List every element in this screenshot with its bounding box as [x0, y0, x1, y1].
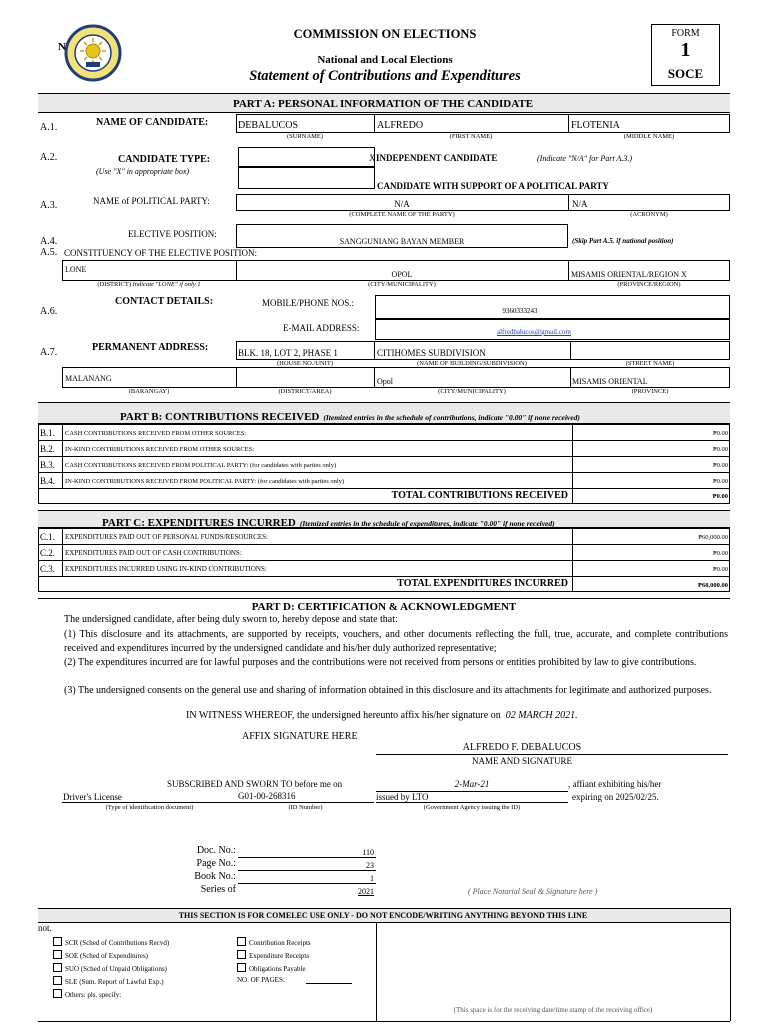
email-field[interactable]: alfredbalucos@gmail.com	[497, 328, 571, 336]
checkbox-icon	[53, 989, 62, 998]
check-sle[interactable]: SLE (Sum. Report of Lawful Exp.)	[53, 976, 164, 986]
constituency-city-field[interactable]: OPOL	[391, 270, 413, 279]
b3-amount[interactable]: ₱0.00	[713, 462, 728, 469]
first-name-field[interactable]: ALFREDO	[377, 120, 424, 131]
page-number[interactable]: 23	[366, 861, 374, 870]
independent-checkbox[interactable]	[238, 147, 375, 167]
checkbox-icon	[237, 963, 246, 972]
with-party-checkbox[interactable]	[238, 167, 375, 189]
check-soe[interactable]: SOE (Sched of Expenditures)	[53, 950, 148, 960]
c3-amount[interactable]: ₱0.00	[713, 566, 728, 573]
b1-amount[interactable]: ₱0.00	[713, 430, 728, 437]
c1-amount[interactable]: ₱60,000.00	[698, 534, 728, 541]
check-suo[interactable]: SUO (Sched of Unpaid Obligations)	[53, 963, 167, 973]
subscribed-date[interactable]: 2-Mar-21	[454, 779, 490, 789]
b4-amount[interactable]: ₱0.00	[713, 478, 728, 485]
c2-amount[interactable]: ₱0.00	[713, 550, 728, 557]
acronym-field[interactable]: N/A	[572, 199, 588, 209]
form-number-box: FORM 1 SOCE	[651, 24, 720, 86]
series-year[interactable]: 2021	[358, 887, 374, 896]
checkbox-icon	[53, 937, 62, 946]
part-d-title: PART D: CERTIFICATION & ACKNOWLEDGMENT	[251, 601, 517, 613]
comelec-seal	[64, 24, 122, 82]
district-field[interactable]: LONE	[65, 265, 87, 274]
check-expenditure-receipts[interactable]: Expenditure Receipts	[237, 950, 309, 960]
book-number[interactable]: 1	[370, 874, 374, 883]
checkbox-icon	[53, 950, 62, 959]
surname-field[interactable]: DEBALUCOS	[238, 120, 299, 131]
building-field[interactable]: CITIHOMES SUBDIVISION	[377, 348, 486, 358]
expiring-date[interactable]: expiring on 2025/02/25.	[572, 792, 659, 802]
id-type[interactable]: Driver's License	[63, 792, 122, 802]
house-field[interactable]: BLK. 18, LOT 2, PHASE 1	[238, 348, 338, 358]
b2-amount[interactable]: ₱0.00	[713, 446, 728, 453]
position-field[interactable]: SANGGUNIANG BAYAN MEMBER	[339, 237, 465, 246]
name-candidate-box	[236, 114, 730, 133]
checkbox-icon	[237, 950, 246, 959]
mobile-field[interactable]: 9360333243	[502, 307, 538, 315]
check-obligations-payable[interactable]: Obligations Payable	[237, 963, 306, 973]
check-contribution-receipts[interactable]: Contribution Receipts	[237, 937, 311, 947]
total-expenditures[interactable]: ₱60,000.00	[698, 582, 728, 589]
issued-by[interactable]: issued by LTO	[376, 792, 429, 802]
doc-number[interactable]: 110	[362, 848, 374, 857]
middle-name-field[interactable]: FLOTENIA	[571, 120, 620, 131]
comelec-use-header: THIS SECTION IS FOR COMELEC USE ONLY - DO NOT ENCODE/WRITING ANYTHING BEYOND THIS LINE	[38, 908, 730, 923]
party-field[interactable]: N/A	[394, 199, 410, 209]
signatory-name[interactable]: ALFREDO F. DEBALUCOS	[462, 742, 582, 753]
constituency-province-field[interactable]: MISAMIS ORIENTAL/REGION X	[571, 270, 687, 279]
address-city-field[interactable]: Opol	[377, 377, 393, 386]
soce-form-page: N COMMISSION ON ELECTIONS National and Local Elections Statement of Contributions and Expenditures FORM 1 SOCE PART A: PERSONAL INFORMATION OF THE CANDIDATE A.1. NAME OF CANDIDATE: DEBALUCOS ALFREDO FLOTENIA (SURNAME) (FIRST NAME) (MIDDLE NAME) A.2. CANDIDATE TYPE: (Use "X" in appropriate box) X INDEPENDENT CANDIDATE (Indicate "N/A" for Part A.3.) CANDIDATE WITH SUPPORT OF A POLITICAL PARTY A.3. NAME of POLITICAL PARTY: N/A N/A (COMPLETE NAME OF THE PARTY) (ACRONYM) A.4. ELECTIVE POSITION: SANGGUNIANG BAYAN MEMBER (Skip Part A.5. if national position) A.5. CONSTITUENCY OF THE ELECTIVE POSITION: LONE OPOL MISAMIS ORIENTAL/REGION X (DISTRICT) Indicate "LONE" if only 1 (CITY/MUNICIPALITY) (PROVINCE/REGION) A.6. CONTACT DETAILS: MOBILE/PHONE NOS.: 9360333243 E-MAIL ADDRESS: alfredbalucos@gmail.com A.7. PERMANENT ADDRESS: BLK. 18, LOT 2, PHASE 1 CITIHOMES SUBDIVISION (HOUSE NO./UNIT) (NAME OF BUILDING/SUBDIVISION) (STREET NAME) MALANANG Opol MISAMIS ORIENTAL (BARANGAY) (DISTRICT/AREA) (CITY/MUNICIPALITY) (PROVINCE) PART B: CONTRIBUTIONS RECEIVED (Itemized entries in the schedule of contributions, indicate "0.00" if none received) B.1. CASH CONTRIBUTIONS RECEIVED FROM OTHER SOURCES: ₱0.00 B.2. IN-KIND CONTRIBUTIONS RECEIVED FROM OTHER SOURCES: ₱0.00 B.3. CASH CONTRIBUTIONS RECEIVED FROM POLITICAL PARTY: (for candidates with parties only) ₱0.00 B.4. IN-KIND CONTRIBUTIONS RECEIVED FROM POLITICAL PARTY: (for candidates with parties only) ₱0.00 TOTAL CONTRIBUTIONS RECEIVED ₱0.00 PART C: EXPENDITURES INCURRED (Itemized entries in the schedule of expenditures, indicate "0.00" if none received) C.1. EXPENDITURES PAID OUT OF PERSONAL FUNDS/RESOURCES: ₱60,000.00 C.2. EXPENDITURES PAID OUT OF CASH CONTRIBUTIONS: ₱0.00 C.3. EXPENDITURES INCURRED USING IN-KIND CONTRIBUTIONS: ₱0.00 TOTAL EXPENDITURES INCURRED ₱60,000.00 PART D: CERTIFICATION & ACKNOWLEDGMENT The undersigned candidate, after being duly sworn to, hereby depose and state that: (1) This disclosure and its attachments, are supported by receipts, vouchers, and other documents reflecting the full, true, accurate, and complete contributions received and expenditures incurred by the undersigned candidate and his/her duly authorized representative; (2) The expenditures incurred are for lawful purposes and the contributions were not received from persons or entities prohibited by law to give contributions. (3) The undersigned consents on the general use and sharing of information obtained in this disclosure and its attachments for legitimate and authorized purposes. IN WITNESS WHEREOF, the undersigned hereunto affix his/her signature on 02 MARCH 2021. AFFIX SIGNATURE HERE ALFREDO F. DEBALUCOS NAME AND SIGNATURE SUBSCRIBED AND SWORN TO before me on 2-Mar-21 , affiant exhibiting his/her Driver's License G01-00-268316 issued by LTO expiring on 2025/02/25. (Type of identification document) (ID Number) (Government Agency issuing the ID) Doc. No.: 110 Page No.: 23 Book No.: 1 Series of 2021 ( Place Notarial Seal & Signature here ) THIS SECTION IS FOR COMELEC USE ONLY - DO NOT ENCODE/WRITING ANYTHING BEYOND THIS LINE not. SCR (Sched of Contributions Recvd) SOE (Sched of Expenditures) SUO (Sched of Unpaid Obligations) SLE (Sum. Report of Lawful Exp.) Others: pls. specify: Contribution Receipts Expenditure Receipts Obligations Payable NO. OF PAGES: (This space is for the receiving date/time stamp of the receiving office)	[0, 0, 768, 1024]
part-b-header: PART B: CONTRIBUTIONS RECEIVED (Itemized entries in the schedule of contributions, indicate "0.00" if none received)	[38, 402, 730, 424]
checkbox-icon	[53, 976, 62, 985]
address-province-field[interactable]: MISAMIS ORIENTAL	[572, 377, 648, 386]
barangay-field[interactable]: MALANANG	[65, 374, 112, 383]
commission-title: COMMISSION ON ELECTIONS	[293, 27, 477, 41]
check-scr[interactable]: SCR (Sched of Contributions Recvd)	[53, 937, 169, 947]
part-a-header: PART A: PERSONAL INFORMATION OF THE CANDIDATE	[38, 93, 730, 113]
pages-field[interactable]	[306, 983, 352, 984]
checkbox-icon	[237, 937, 246, 946]
elections-subtitle: National and Local Elections	[317, 54, 453, 66]
id-number[interactable]: G01-00-268316	[238, 791, 296, 801]
form-title: Statement of Contributions and Expenditures	[249, 68, 521, 84]
total-contributions[interactable]: ₱0.00	[712, 493, 728, 500]
check-others[interactable]: Others: pls. specify:	[53, 989, 121, 999]
part-c-header: PART C: EXPENDITURES INCURRED (Itemized entries in the schedule of expenditures, indicate "0.00" if none received)	[38, 510, 730, 528]
checkbox-icon	[53, 963, 62, 972]
